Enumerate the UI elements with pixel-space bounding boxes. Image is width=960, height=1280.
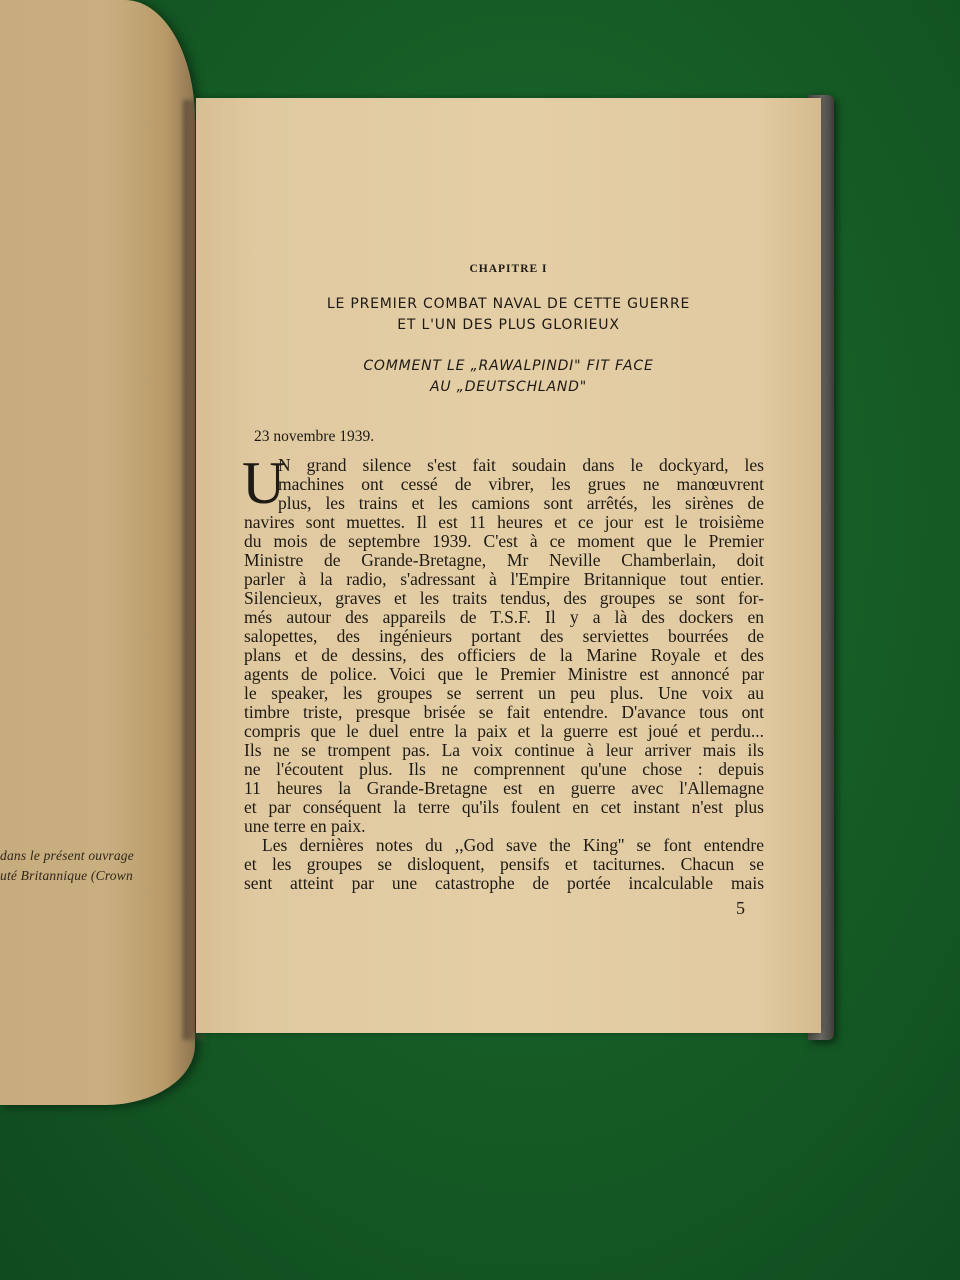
left-page-fragment-line-2: uté Britannique (Crown: [0, 868, 133, 883]
text-line: sent atteint par une catastrophe de portée incalculable mais: [244, 874, 764, 893]
text-line: du mois de septembre 1939. C'est à ce moment que le Premier: [244, 532, 764, 551]
chapter-label: CHAPITRE I: [469, 263, 548, 275]
chapter-title: [196, 294, 821, 336]
chapter-subtitle: [196, 356, 821, 398]
text-line: Silencieux, graves et les traits tendus, des groupes se sont for-: [244, 589, 764, 608]
right-page: [196, 98, 821, 1033]
text-line: N grand silence s'est fait soudain dans le dockyard, les: [278, 456, 764, 475]
text-line: més autour des appareils de T.S.F. Il y a là des dockers en: [244, 608, 764, 627]
page-number: 5: [736, 898, 745, 918]
left-page-fragment-line-1: dans le présent ouvrage: [0, 848, 134, 863]
text-line: le speaker, les groupes se serrent un peu plus. Une voix au: [244, 684, 764, 703]
text-line: compris que le duel entre la paix et la guerre est joué et perdu...: [244, 722, 764, 741]
body-text: [242, 450, 764, 893]
chapter-title-line-1: LE PREMIER COMBAT NAVAL DE CETTE GUERRE: [326, 296, 691, 312]
text-line: plans et de dessins, des officiers de la Marine Royale et des: [244, 646, 764, 665]
text-line: Ministre de Grande-Bretagne, Mr Neville Chamberlain, doit: [244, 551, 764, 570]
text-line: agents de police. Voici que le Premier Ministre est annoncé par: [244, 665, 764, 684]
entry-date: 23 novembre 1939.: [254, 428, 375, 445]
left-page: [0, 0, 195, 1105]
text-line: 11 heures la Grande-Bretagne est en guerre avec l'Allemagne: [244, 779, 764, 798]
text-line: Les dernières notes du ,,God save the King'' se font entendre: [262, 836, 764, 855]
text-line: timbre triste, presque brisée se fait entendre. D'avance tous ont: [244, 703, 764, 722]
chapter-subtitle-line-2: AU „DEUTSCHLAND": [429, 379, 587, 395]
text-line: une terre en paix.: [244, 817, 366, 836]
text-line: et par conséquent la terre qu'ils foulent en cet instant n'est plus: [244, 798, 764, 817]
drop-cap: U: [242, 450, 286, 516]
paragraph-2: [244, 836, 764, 893]
text-line: salopettes, des ingénieurs portant des serviettes bourrées de: [244, 627, 764, 646]
text-line: plus, les trains et les camions sont arrêtés, les sirènes de: [278, 494, 764, 513]
text-line: parler à la radio, s'adressant à l'Empire Britannique tout entier.: [244, 570, 764, 589]
text-line: et les groupes se disloquent, pensifs et taciturnes. Chacun se: [244, 855, 764, 874]
text-line: machines ont cessé de vibrer, les grues ne manœuvrent: [278, 475, 764, 494]
text-line: navires sont muettes. Il est 11 heures et ce jour est le troisième: [244, 513, 764, 532]
text-line: Ils ne se trompent pas. La voix continue à leur arriver mais ils: [244, 741, 764, 760]
chapter-subtitle-line-1: COMMENT LE „RAWALPINDI" FIT FACE: [363, 358, 654, 374]
paragraph-1: [242, 450, 764, 836]
chapter-title-line-2: ET L'UN DES PLUS GLORIEUX: [397, 317, 620, 333]
text-line: ne l'écoutent plus. Ils ne comprennent qu'une chose : depuis: [244, 760, 764, 779]
